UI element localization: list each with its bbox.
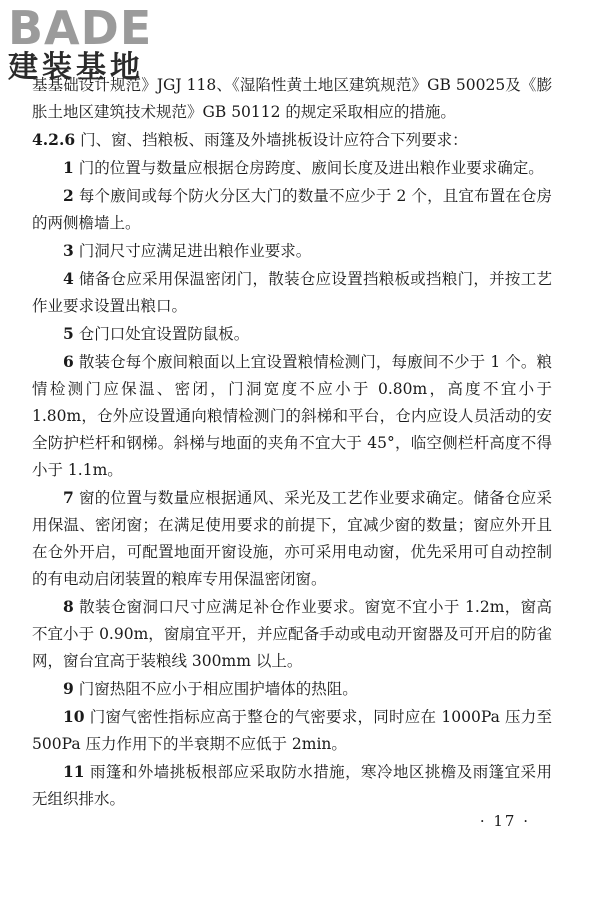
bade-logo [8,1,178,88]
item-text: 窗的位置与数量应根据通风、采光及工艺作业要求确定。储备仓应采用保温、密闭窗；在满足使用要求的前提下，宜减少窗的数量；窗应外开且在仓外开启，可配置地面开窗设施，亦可采用电动窗，优先采用可自动控制的有电动启闭装置的粮库专用保温密闭窗。 [32,489,552,588]
item-number: 11 [63,762,85,781]
item-text: 门窗热阻不应小于相应围护墙体的热阻。 [78,680,358,698]
item-number: 10 [63,707,85,726]
logo-wordmark: BADE [8,1,153,55]
document-body [32,72,552,813]
item-number: 1 [63,158,74,177]
item-text: 雨篷和外墙挑板根部应采取防水措施，寒冷地区挑檐及雨篷宜采用无组织排水。 [32,763,552,808]
list-item [32,265,552,320]
item-text: 门洞尺寸应满足进出粮作业要求。 [78,242,312,260]
list-item [32,320,552,348]
item-text: 仓门口处宜设置防鼠板。 [78,325,250,343]
paragraph-text: 基基础设计规范》JGJ 118、《湿陷性黄土地区建筑规范》GB 50025及《膨胀土地区建筑技术规范》GB 50112 的规定采取相应的措施。 [32,76,552,121]
list-item [32,675,552,703]
item-number: 6 [63,352,74,371]
item-text: 每个廒间或每个防火分区大门的数量不应少于 2 个，且宜布置在仓房的两侧檐墙上。 [32,187,552,232]
list-item [32,182,552,237]
item-number: 8 [63,597,74,616]
list-item [32,593,552,675]
list-item [32,703,552,758]
item-text: 散装仓每个廒间粮面以上宜设置粮情检测门，每廒间不少于 1 个。粮情检测门应保温、密闭，门洞宽度不应小于 0.80m，高度不宜小于 1.80m，仓外应设置通向粮情检测门的斜梯和平台，仓内应设人员活动的安全防护栏杆和钢梯。斜梯与地面的夹角不宜大于 45°，临空侧栏杆高度不得小于 1.1m。 [32,353,552,479]
list-item [32,154,552,182]
list-item [32,237,552,265]
item-number: 5 [63,324,74,343]
item-text: 储备仓应采用保温密闭门，散装仓应设置挡粮板或挡粮门，并按工艺作业要求设置出粮口。 [32,270,552,315]
list-item [32,348,552,484]
item-number: 7 [63,488,74,507]
list-item [32,484,552,593]
item-number: 3 [63,241,74,260]
logo-subtitle: 建装基地 [8,50,144,85]
item-number: 4 [63,269,74,288]
item-number: 2 [63,186,74,205]
item-text: 门窗气密性指标应高于整仓的气密要求，同时应在 1000Pa 压力至 500Pa 压力作用下的半衰期不应低于 2min。 [32,708,552,753]
clause-number: 4.2.6 [32,130,76,149]
item-text: 散装仓窗洞口尺寸应满足补仓作业要求。窗宽不宜小于 1.2m，窗高不宜小于 0.90m，窗扇宜平开，并应配备手动或电动开窗器及可开启的防雀网，窗台宜高于装粮线 300mm 以上。 [32,598,552,670]
item-text: 门的位置与数量应根据仓房跨度、廒间长度及进出粮作业要求确定。 [78,159,544,177]
clause-text: 门、窗、挡粮板、雨篷及外墙挑板设计应符合下列要求： [80,131,468,149]
item-number: 9 [63,679,74,698]
clause-4-2-6 [32,126,552,154]
page-number: · 17 · [479,812,530,830]
list-item [32,758,552,813]
